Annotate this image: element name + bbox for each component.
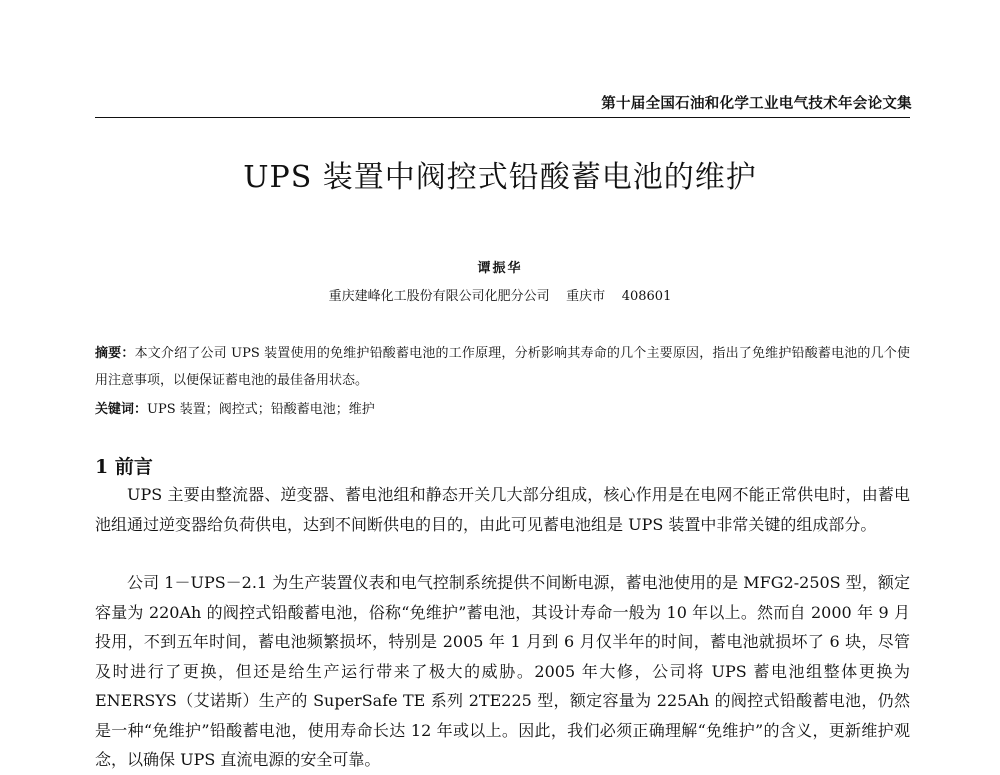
keywords-text: UPS 装置；阀控式；铅酸蓄电池；维护	[147, 402, 375, 417]
body-paragraph-2: 公司 1－UPS－2.1 为生产装置仪表和电气控制系统提供不间断电源，蓄电池使用的是 MFG2-250S 型，额定容量为 220Ah 的阀控式铅酸蓄电池，俗称“免维护”蓄电池，其设计寿命一般为 10 年以上。然而自 2000 年 9 月投用，不到五年时间，蓄电池频繁损坏，特别是 2005 年 1 月到 6 月仅半年的时间，蓄电池就损坏了 6 块，尽管及时进行了更换，但还是给生产运行带来了极大的威胁。2005 年大修，公司将 UPS 蓄电池组整体更换为 ENERSYS（艾诺斯）生产的 SuperSafe TE 系列 2TE225 型，额定容量为 225Ah 的阀控式铅酸蓄电池，仍然是一种“免维护”铅酸蓄电池，使用寿命长达 12 年或以上。因此，我们必须正确理解“免维护”的含义，更新维护观念，以确保 UPS 直流电源的安全可靠。	[95, 573, 910, 769]
section-title: 前言	[114, 456, 153, 478]
abstract	[95, 340, 910, 394]
body-paragraph-1: UPS 主要由整流器、逆变器、蓄电池组和静态开关几大部分组成，核心作用是在电网不能正常供电时，由蓄电池组通过逆变器给负荷供电，达到不间断供电的目的，由此可见蓄电池组是 UPS 装置中非常关键的组成部分。	[95, 485, 910, 534]
header-rule	[95, 117, 910, 118]
section-heading	[95, 452, 153, 479]
author-name: 谭振华	[477, 261, 523, 276]
abstract-text: 本文介绍了公司 UPS 装置使用的免维护铅酸蓄电池的工作原理，分析影响其寿命的几个主要原因，指出了免维护铅酸蓄电池的几个使用注意事项，以便保证蓄电池的最佳备用状态。	[95, 346, 910, 388]
abstract-label: 摘要：	[95, 346, 135, 361]
author-affiliation: 重庆建峰化工股份有限公司化肥分公司 重庆市 408601	[328, 289, 672, 304]
paper-title: UPS 装置中阀控式铅酸蓄电池的维护	[243, 160, 757, 195]
keywords-label: 关键词：	[95, 402, 148, 417]
section-number: 1	[95, 456, 109, 478]
keywords	[95, 398, 910, 417]
running-head: 第十届全国石油和化学工业电气技术年会论文集	[601, 95, 912, 112]
